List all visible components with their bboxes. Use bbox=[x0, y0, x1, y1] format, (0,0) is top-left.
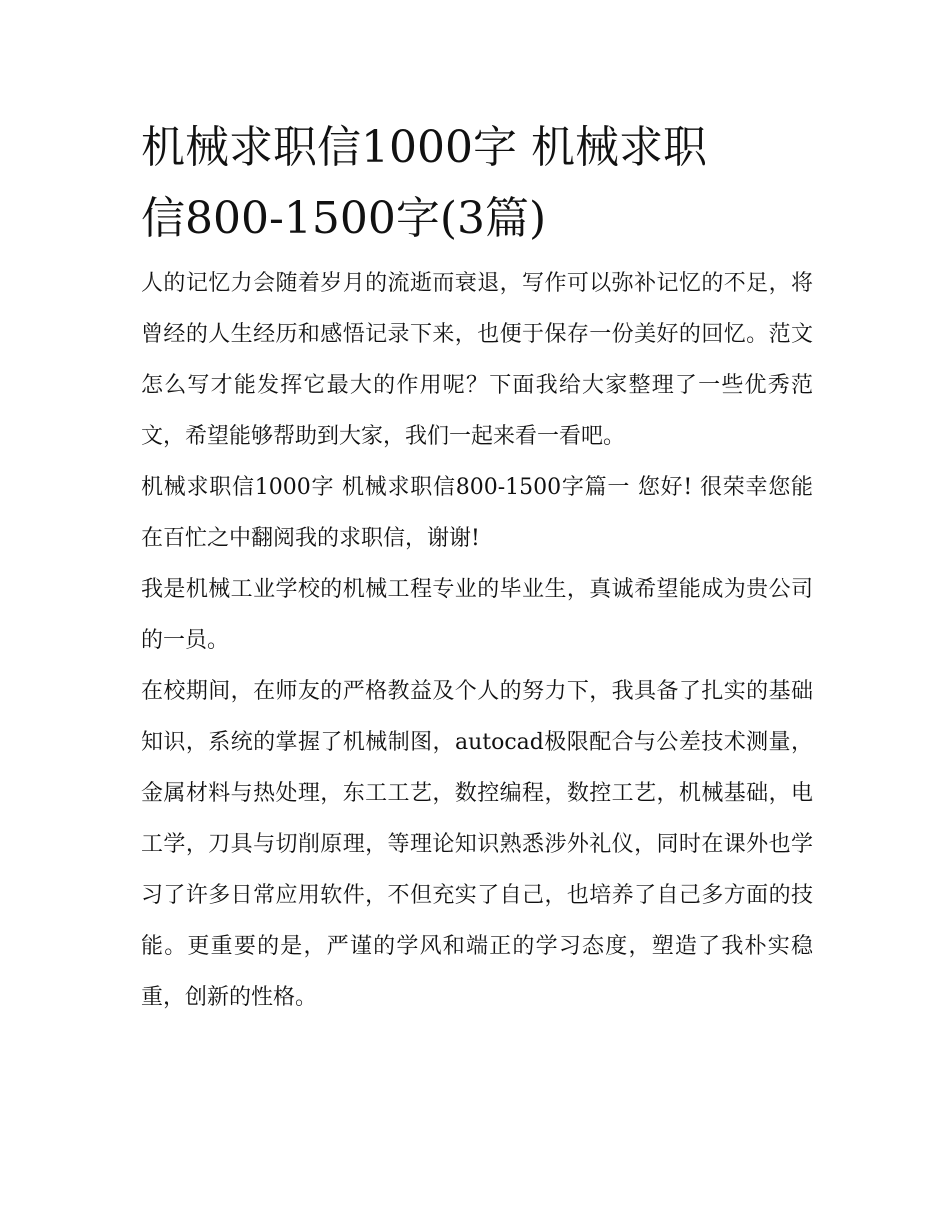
document-page bbox=[141, 112, 813, 1023]
title-line-1: 机械求职信1000字 机械求职 bbox=[141, 122, 707, 173]
intro-paragraph: 人的记忆力会随着岁月的流逝而衰退，写作可以弥补记忆的不足，将曾经的人生经历和感悟记录下来，也便于保存一份美好的回忆。范文怎么写才能发挥它最大的作用呢？下面我给大家整理了一些优秀范文，希望能够帮助到大家，我们一起来看一看吧。 bbox=[141, 271, 813, 449]
document-title bbox=[141, 112, 813, 254]
greeting-paragraph: 机械求职信1000字 机械求职信800-1500字篇一 您好! 很荣幸您能在百忙之中翻阅我的求职信，谢谢! bbox=[141, 475, 813, 551]
introduction-paragraph: 我是机械工业学校的机械工程专业的毕业生，真诚希望能成为贵公司的一员。 bbox=[141, 577, 813, 653]
document-body bbox=[141, 258, 813, 1023]
title-line-2: 信800-1500字(3篇) bbox=[141, 193, 547, 244]
education-paragraph: 在校期间，在师友的严格教益及个人的努力下，我具备了扎实的基础知识，系统的掌握了机械制图，autocad极限配合与公差技术测量，金属材料与热处理，东工工艺，数控编程，数控工艺，机械基础，电工学，刀具与切削原理，等理论知识熟悉涉外礼仪，同时在课外也学习了许多日常应用软件，不但充实了自己，也培养了自己多方面的技能。更重要的是，严谨的学风和端正的学习态度，塑造了我朴实稳重，创新的性格。 bbox=[141, 679, 813, 1010]
